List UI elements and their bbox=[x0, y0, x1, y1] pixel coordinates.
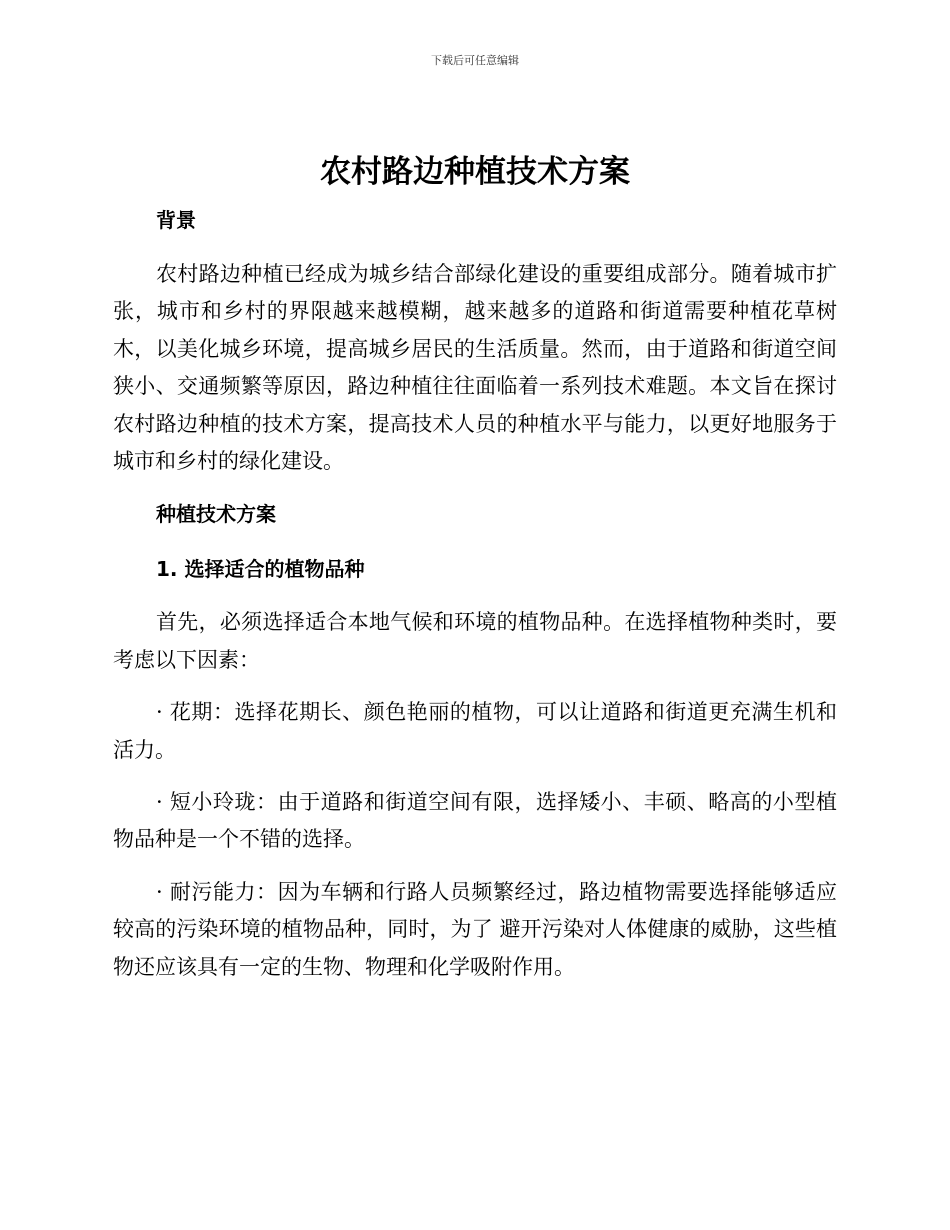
background-heading: 背景 bbox=[156, 208, 196, 232]
document-body bbox=[113, 200, 837, 986]
factor-bloom-period: · 花期：选择花期长、颜色艳丽的植物，可以让道路和街道更充满生机和活力。 bbox=[113, 700, 837, 762]
background-paragraph: 农村路边种植已经成为城乡结合部绿化建设的重要组成部分。随着城市扩张，城市和乡村的界限越来越模糊，越来越多的道路和街道需要种植花草树木，以美化城乡环境，提高城乡居民的生活质量。然而，由于道路和街道空间狭小、交通频繁等原因，路边种植往往面临着一系列技术难题。本文旨在探讨农村路边种植的技术方案，提高技术人员的种植水平与能力，以更好地服务于城市和乡村的绿化建设。 bbox=[113, 262, 837, 474]
step1-intro-paragraph: 首先，必须选择适合本地气候和环境的植物品种。在选择植物种类时，要考虑以下因素： bbox=[113, 610, 837, 672]
document-title: 农村路边种植技术方案 bbox=[320, 154, 630, 190]
plan-heading: 种植技术方案 bbox=[156, 502, 276, 527]
factor-compact-size: · 短小玲珑：由于道路和街道空间有限，选择矮小、丰硕、略高的小型植物品种是一个不错的选择。 bbox=[113, 790, 837, 852]
step1-heading: 1. 选择适合的植物品种 bbox=[156, 557, 365, 582]
page-header-note: 下载后可任意编辑 bbox=[431, 54, 519, 67]
factor-pollution-tolerance: · 耐污能力：因为车辆和行路人员频繁经过，路边植物需要选择能够适应较高的污染环境的植物品种，同时，为了 避开污染对人体健康的威胁，这些植物还应该具有一定的生物、物理和化学吸附作用。 bbox=[113, 879, 837, 979]
